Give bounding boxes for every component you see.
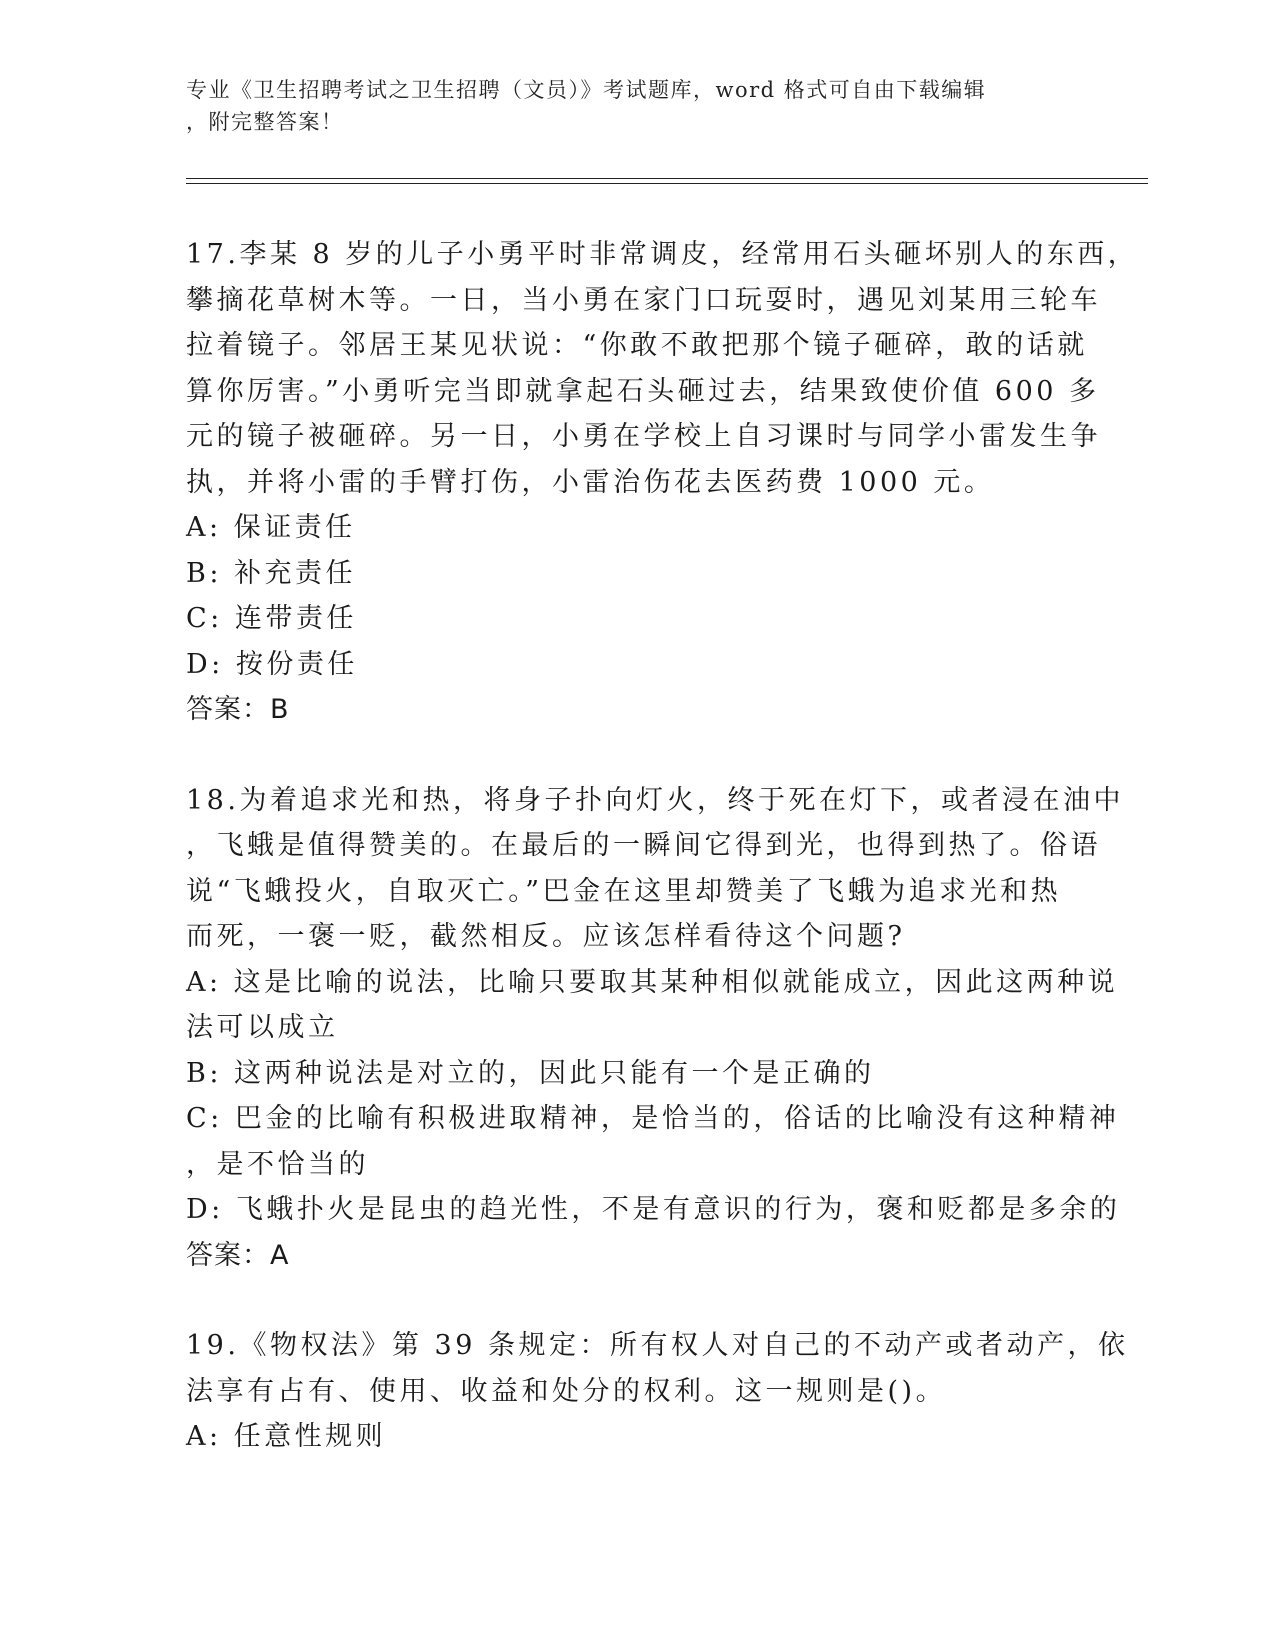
question-18 (186, 778, 1124, 1279)
question-stem-line: 拉着镜子。邻居王某见状说：“你敢不敢把那个镜子砸碎，敢的话就 (186, 330, 1088, 361)
question-stem-line: 法享有占有、使用、收益和处分的权利。这一规则是()。 (186, 1375, 947, 1407)
option-d: D: 飞蛾扑火是昆虫的趋光性，不是有意识的行为，褒和贬都是多余的 (186, 1194, 1121, 1225)
option-b: B: 这两种说法是对立的，因此只能有一个是正确的 (186, 1057, 875, 1089)
question-stem-line: 17.李某 8 岁的儿子小勇平时非常调皮，经常用石头砸坏别人的东西， (186, 239, 1139, 270)
question-stem-line: 18.为着追求光和热，将身子扑向灯火，终于死在灯下，或者浸在油中 (186, 784, 1124, 816)
question-stem-line: 算你厉害。”小勇听完当即就拿起石头砸过去，结果致使价值 600 多 (186, 375, 1100, 407)
question-stem-line: 而死，一褒一贬，截然相反。应该怎样看待这个问题? (186, 921, 906, 952)
option-a: A: 任意性规则 (186, 1421, 387, 1452)
answer-line: 答案：B (186, 694, 290, 725)
question-spacer (186, 1278, 1086, 1323)
option-a: A: 保证责任 (186, 512, 356, 543)
question-stem-line: 攀摘花草树木等。一日，当小勇在家门口玩耍时，遇见刘某用三轮车 (186, 284, 1101, 316)
option-d: D: 按份责任 (186, 648, 358, 680)
option-c: C: 巴金的比喻有积极进取精神，是恰当的，俗话的比喻没有这种精神 (186, 1103, 1120, 1134)
option-b: B: 补充责任 (186, 557, 357, 589)
question-19 (186, 1323, 1129, 1460)
header-divider-top (186, 178, 1148, 179)
header-line-1: 专业《卫生招聘考试之卫生招聘（文员）》考试题库，word 格式可自由下载编辑 (186, 78, 987, 102)
document-header (186, 74, 1086, 138)
option-a: A: 这是比喻的说法，比喻只要取其某种相似就能成立，因此这两种说 (186, 966, 1119, 998)
option-c: C: 连带责任 (186, 603, 357, 634)
option-c-continued: ，是不恰当的 (186, 1148, 369, 1180)
question-stem-line: 执，并将小雷的手臂打伤，小雷治伤花去医药费 1000 元。 (186, 466, 995, 498)
header-line-2: ，附完整答案！ (186, 110, 344, 134)
question-stem-line: 元的镜子被砸碎。另一日，小勇在学校上自习课时与同学小雷发生争 (186, 421, 1101, 452)
question-list (186, 232, 1139, 1460)
header-divider-bottom (186, 183, 1148, 184)
question-17 (186, 232, 1139, 733)
question-stem-line: ，飞蛾是值得赞美的。在最后的一瞬间它得到光，也得到热了。俗语 (186, 830, 1101, 861)
answer-line: 答案：A (186, 1239, 290, 1271)
question-stem-line: 19.《物权法》第 39 条规定：所有权人对自己的不动产或者动产，依 (186, 1330, 1129, 1361)
question-stem-line: 说“飞蛾投火，自取灭亡。”巴金在这里却赞美了飞蛾为追求光和热 (186, 875, 1062, 907)
question-spacer (186, 733, 1086, 778)
option-a-continued: 法可以成立 (186, 1012, 339, 1043)
